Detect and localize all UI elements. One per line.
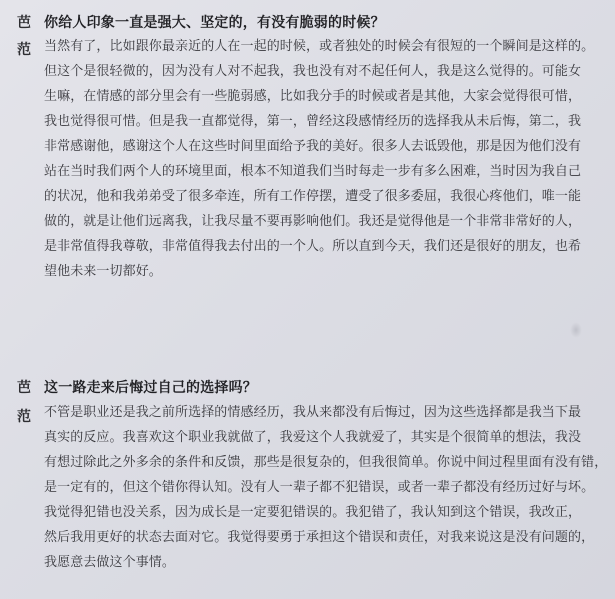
answer-line: 的状况，他和我弟弟受了很多牵连，所有工作停摆，遭受了很多委屈，我很心疼他们，唯一能 (44, 189, 582, 204)
answer-line: 有想过除此之外多余的条件和反馈，那些是很复杂的，但我很简单。你说中间过程里面有没有错， (44, 455, 608, 470)
answer-line: 我觉得犯错也没关系，因为成长是一定要犯错误的。我犯错了，我认知到这个错误，我改正， (44, 505, 582, 520)
answer-text (44, 34, 595, 284)
answer-line: 生嘛，在情感的部分里会有一些脆弱感，比如我分手的时候或者是其他，大家会觉得很可惜， (44, 89, 582, 104)
question-text: 你给人印象一直是强大、坚定的，有没有脆弱的时候？ (44, 15, 385, 31)
answer-line: 非常感谢他，感谢这个人在这些时间里面给予我的美好。很多人去诋毁他，那是因为他们没有 (44, 139, 582, 154)
answer-line: 我愿意去做这个事情。 (44, 555, 176, 570)
speaker-label-interviewer: 芭 (17, 15, 31, 31)
answer-line: 然后我用更好的状态去面对它。我觉得要勇于承担这个错误和责任，对我来说这是没有问题的， (44, 530, 595, 545)
answer-line: 真实的反应。我喜欢这个职业我就做了，我爱这个人我就爱了，其实是个很简单的想法，我没 (44, 430, 582, 445)
speaker-label-interviewee: 范 (17, 409, 31, 425)
speaker-label-interviewer: 芭 (17, 380, 31, 396)
answer-line: 是非常值得我尊敬，非常值得我去付出的一个人。所以直到今天，我们还是很好的朋友，也希 (44, 239, 582, 254)
paper-smudge (570, 322, 582, 338)
answer-text (44, 400, 608, 575)
question-text: 这一路走来后悔过自己的选择吗？ (44, 380, 257, 396)
speaker-label-interviewee: 范 (17, 42, 31, 58)
answer-line: 站在当时我们两个人的环境里面，根本不知道我们当时每走一步有多么困难，当时因为我自己 (44, 164, 582, 179)
answer-line: 我也觉得很可惜。但是我一直都觉得，第一，曾经这段感情经历的选择我从未后悔，第二，我 (44, 114, 582, 129)
answer-line: 是一定有的，但这个错你得认知。没有人一辈子都不犯错误，或者一辈子都没有经历过好与坏。 (44, 480, 595, 495)
answer-line: 当然有了，比如跟你最亲近的人在一起的时候，或者独处的时候会有很短的一个瞬间是这样的。 (44, 39, 595, 54)
answer-line: 不管是职业还是我之前所选择的情感经历，我从来都没有后悔过，因为这些选择都是我当下最 (44, 405, 582, 420)
answer-line: 望他未来一切都好。 (44, 264, 162, 279)
answer-line: 但这个是很轻微的，因为没有人对不起我，我也没有对不起任何人，我是这么觉得的。可能女 (44, 64, 582, 79)
answer-line: 做的，就是让他们远离我，让我尽量不要再影响他们。我还是觉得他是一个非常非常好的人， (44, 214, 582, 229)
